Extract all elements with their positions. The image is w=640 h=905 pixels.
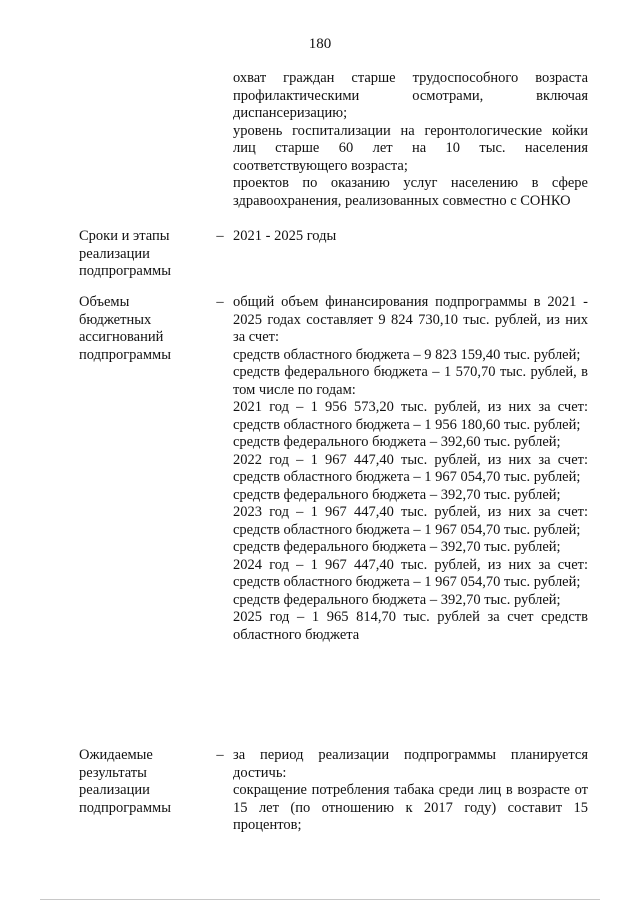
- intro-paragraph: уровень госпитализации на геронтологические койки лиц старше 60 лет на 10 тыс. населения соответствующего возраста;: [233, 122, 588, 174]
- section-paragraph: средств областного бюджета – 9 823 159,40 тыс. рублей;: [233, 346, 581, 363]
- section-paragraph: средств федерального бюджета – 392,70 тыс. рублей;: [233, 539, 561, 555]
- section-dash: –: [216, 228, 224, 244]
- section-paragraph: 2025 год – 1 965 814,70 тыс. рублей за счет средств областного бюджета: [233, 609, 588, 643]
- intro-paragraph: охват граждан старше трудоспособного возраста профилактическими осмотрами, включая диспансеризацию;: [233, 70, 588, 121]
- section-dash: –: [216, 747, 224, 763]
- section-paragraph: средств областного бюджета – 1 967 054,70 тыс. рублей;: [233, 469, 581, 485]
- section-label: Объемы бюджетных ассигнований подпрограммы: [79, 294, 171, 363]
- section-paragraph: за период реализации подпрограммы планируется достичь:: [233, 747, 588, 781]
- section-content: [233, 747, 588, 835]
- section-content: [233, 294, 588, 644]
- section-paragraph: 2023 год – 1 967 447,40 тыс. рублей, из них за счет:: [233, 504, 588, 520]
- section-paragraph: общий объем финансирования подпрограммы в 2021 - 2025 годах составляет 9 824 730,10 тыс. рублей, из них за счет:: [233, 294, 588, 345]
- section-paragraph: средств областного бюджета – 1 967 054,70 тыс. рублей;: [233, 574, 581, 590]
- section-paragraph: 2022 год – 1 967 447,40 тыс. рублей, из них за счет:: [233, 451, 588, 468]
- section-paragraph: средств федерального бюджета – 1 570,70 тыс. рублей, в том числе по годам:: [233, 364, 588, 398]
- section-label: Сроки и этапы реализации подпрограммы: [79, 228, 171, 279]
- section-paragraph: средств федерального бюджета – 392,70 тыс. рублей;: [233, 486, 561, 503]
- intro-content: [233, 70, 588, 210]
- page-number: 180: [308, 36, 332, 52]
- section-paragraph: 2021 - 2025 годы: [233, 228, 337, 244]
- intro-paragraph: проектов по оказанию услуг населению в сфере здравоохранения, реализованных совместно с СОНКО: [233, 175, 588, 209]
- section-content: [233, 228, 588, 246]
- section-paragraph: средств федерального бюджета – 392,70 тыс. рублей;: [233, 591, 561, 608]
- bottom-divider: [40, 899, 600, 900]
- section-paragraph: средств областного бюджета – 1 956 180,60 тыс. рублей;: [233, 416, 581, 433]
- section-paragraph: средств федерального бюджета – 392,60 тыс. рублей;: [233, 434, 561, 450]
- section-paragraph: средств областного бюджета – 1 967 054,70 тыс. рублей;: [233, 521, 581, 538]
- section-paragraph: сокращение потребления табака среди лиц в возрасте от 15 лет (по отношению к 2017 году) составит 15 процентов;: [233, 782, 588, 833]
- section-paragraph: 2024 год – 1 967 447,40 тыс. рублей, из них за счет:: [233, 556, 588, 573]
- section-label: Ожидаемые результаты реализации подпрограммы: [79, 747, 171, 816]
- section-paragraph: 2021 год – 1 956 573,20 тыс. рублей, из них за счет:: [233, 399, 588, 415]
- section-dash: –: [216, 294, 224, 310]
